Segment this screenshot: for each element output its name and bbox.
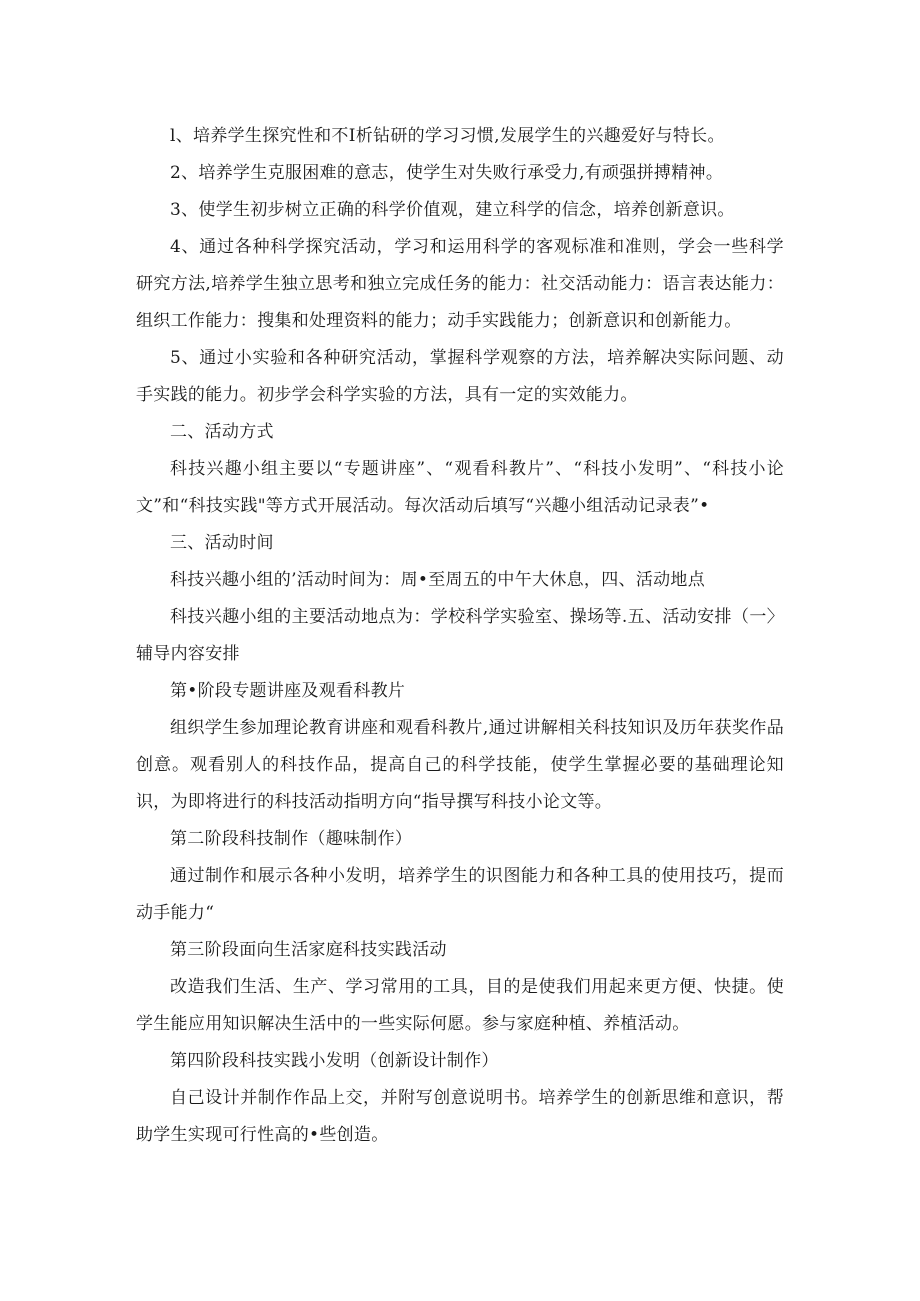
section-heading-activity-time: 三、活动时间 — [170, 533, 274, 553]
activity-method-text: 科技兴趣小组主要以“专题讲座”、“观看科教片”、“科技小发明”、“科技小论文”和“科技实践"等方式开展活动。每次活动后填写“兴趣小组活动记录表”• — [136, 459, 784, 516]
stage-2-text: 通过制作和展示各种小发明，培养学生的识图能力和各种工具的使用技巧，提而动手能力“ — [136, 866, 784, 923]
objective-4: 4、通过各种科学探究活动，学习和运用科学的客观标准和准则，学会一些科学研究方法,培养学生独立思考和独立完成任务的能力：社交活动能力：语言表达能力：组织工作能力：搜集和处理资料的能力；动手实践能力；创新意识和创新能力。 — [136, 237, 784, 331]
activity-location-text: 科技兴趣小组的主要活动地点为：学校科学实验室、操场等.五、活动安排（一〉辅导内容安排 — [136, 607, 784, 664]
stage-3-heading: 第三阶段面向生活家庭科技实践活动 — [170, 940, 447, 960]
stage-3-text: 改造我们生活、生产、学习常用的工具，目的是使我们用起来更方便、快捷。使学生能应用知识解决生活中的一些实际何愿。参与家庭种植、养植活动。 — [136, 977, 784, 1034]
objective-1: l、培养学生探究性和不I析钻研的学习习惯,发展学生的兴趣爱好与特长。 — [170, 126, 725, 146]
activity-time-text: 科技兴趣小组的’活动时间为：周•至周五的中午大休息，四、活动地点 — [170, 570, 706, 590]
section-heading-activity-method: 二、活动方式 — [170, 422, 274, 442]
stage-4-heading: 第四阶段科技实践小发明（创新设计制作） — [170, 1051, 499, 1071]
objective-5: 5、通过小实验和各种研究活动，掌握科学观察的方法，培养解决实际问题、动手实践的能力。初步学会科学实验的方法，具有一定的实效能力。 — [136, 348, 784, 405]
stage-1-text: 组织学生参加理论教育讲座和观看科教片,通过讲解相关科技知识及历年获奖作品创意。观看别人的科技作品，提高自己的科学技能，使学生掌握必要的基础理论知识，为即将进行的科技活动指明方向“指导撰写科技小论文等。 — [136, 718, 784, 812]
objective-2: 2、培养学生克服困难的意志，使学生对失败行承受力,有顽强拼搏精神。 — [170, 163, 724, 183]
stage-4-text: 自己设计并制作作品上交，并附写创意说明书。培养学生的创新思维和意识，帮助学生实现可行性高的•些创造。 — [136, 1088, 784, 1145]
objective-3: 3、使学生初步树立正确的科学价值观，建立科学的信念，培养创新意识。 — [170, 200, 735, 220]
stage-2-heading: 第二阶段科技制作（趣味制作） — [170, 829, 413, 849]
document-page — [136, 118, 784, 1154]
stage-1-heading: 第•阶段专题讲座及观看科教片 — [170, 681, 406, 701]
